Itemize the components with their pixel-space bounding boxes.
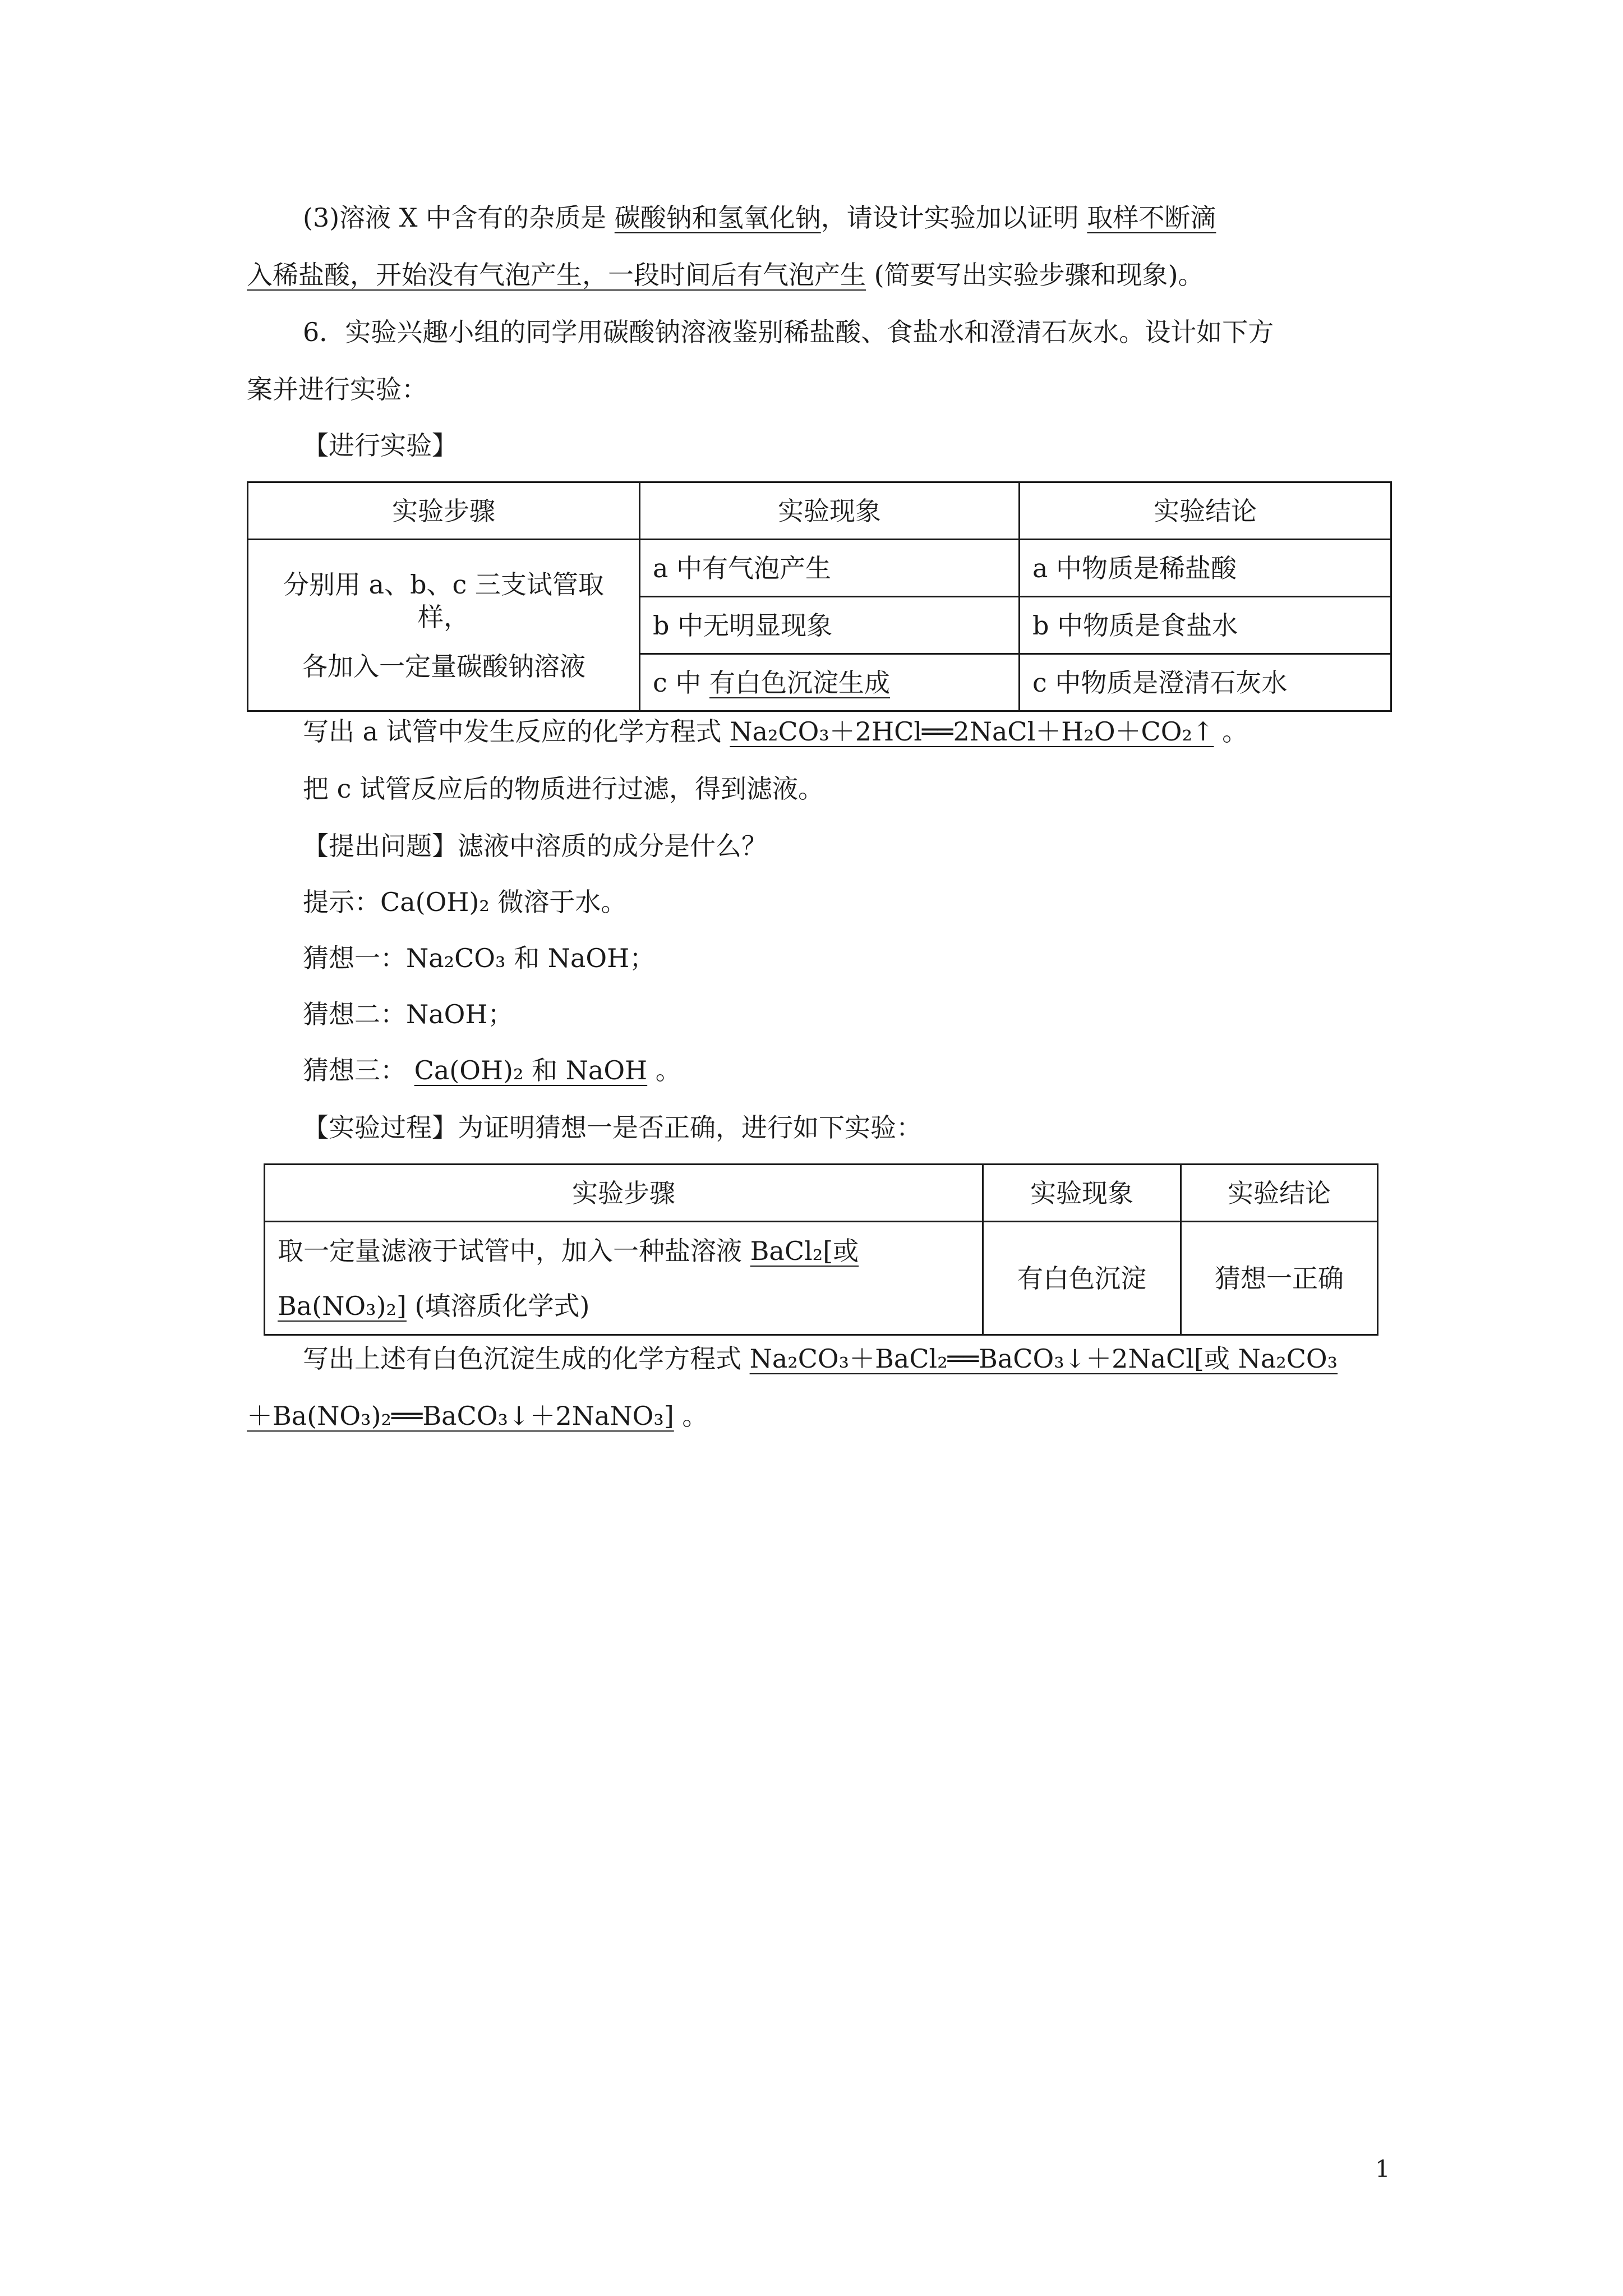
equation-b-suffix: 。 [682, 1401, 708, 1431]
guess-3-prefix: 猜想三： [303, 1055, 406, 1085]
table-row [248, 540, 1391, 597]
table-header-cell: 实验现象 [983, 1165, 1181, 1222]
step-suffix: (填溶质化学式) [414, 1290, 590, 1321]
step-line-2: 各加入一定量碳酸钠溶液 [302, 651, 585, 682]
q3-suffix: (简要写出实验步骤和现象)。 [874, 260, 1204, 290]
table-cell-conclusion: 猜想一正确 [1181, 1222, 1378, 1335]
table-cell-phenomenon [640, 654, 1020, 711]
q6-intro-line-1: 6．实验兴趣小组的同学用碳酸钠溶液鉴别稀盐酸、食盐水和澄清石灰水。设计如下方 [303, 317, 1274, 347]
equation-a-prefix: 写出 a 试管中发生反应的化学方程式 [303, 716, 722, 747]
equation-b-answer-part2: ＋Ba(NO₃)₂══BaCO₃↓＋2NaNO₃] [247, 1401, 674, 1431]
process-heading: 【实验过程】为证明猜想一是否正确，进行如下实验： [303, 1112, 922, 1143]
q3-line-2 [247, 258, 1391, 292]
equation-a-answer: Na₂CO₃＋2HCl══2NaCl＋H₂O＋CO₂↑ [730, 716, 1214, 747]
equation-a-line: 写出 a 试管中发生反应的化学方程式 Na₂CO₃＋2HCl══2NaCl＋H₂O＋CO₂↑ 。 [303, 716, 1248, 747]
q3-answer-method-part2: 入稀盐酸，开始没有气泡产生，一段时间后有气泡产生 [247, 260, 866, 290]
step-prefix: 取一定量滤液于试管中，加入一种盐溶液 [278, 1235, 742, 1266]
table-header-row [265, 1165, 1378, 1222]
equation-b-line-1 [303, 1342, 1391, 1375]
q6-intro-line-2: 案并进行实验： [247, 374, 427, 404]
table-cell-phenomenon: b 中无明显现象 [640, 597, 1020, 654]
guess-3-suffix: 。 [655, 1055, 681, 1085]
guess-3-line [303, 1053, 1391, 1087]
table-header-cell: 实验步骤 [248, 482, 640, 540]
q3-line-1 [303, 201, 1391, 234]
q3-answer-method-part1: 取样不断滴 [1087, 203, 1216, 233]
step-answer-part2: Ba(NO₃)₂] [278, 1290, 407, 1321]
q3-answer-impurity: 碳酸钠和氢氧化钠 [614, 203, 821, 233]
guess-2: 猜想二：NaOH； [303, 999, 514, 1029]
table-header-cell: 实验结论 [1020, 482, 1391, 540]
guess-3-answer: Ca(OH)₂ 和 NaOH [414, 1055, 648, 1085]
step-line-1: 分别用 a、b、c 三支试管取样， [283, 569, 604, 632]
table-row [265, 1222, 1378, 1335]
q3-middle: ，请设计实验加以证明 [820, 203, 1079, 233]
table-cell-conclusion: a 中物质是稀盐酸 [1020, 540, 1391, 597]
table-header-cell: 实验步骤 [265, 1165, 983, 1222]
hint-text: 提示：Ca(OH)₂ 微溶于水。 [303, 887, 627, 917]
table-cell-phenomenon: 有白色沉淀 [983, 1222, 1181, 1335]
table-header-cell: 实验现象 [640, 482, 1020, 540]
question-heading: 【提出问题】滤液中溶质的成分是什么？ [303, 831, 767, 861]
table-header-cell: 实验结论 [1181, 1165, 1378, 1222]
section-heading-experiment: 【进行实验】 [303, 430, 458, 461]
filter-text: 把 c 试管反应后的物质进行过滤，得到滤液。 [303, 774, 824, 804]
c-answer: 有白色沉淀生成 [709, 667, 891, 698]
table-cell-step [248, 540, 640, 711]
equation-b-prefix: 写出上述有白色沉淀生成的化学方程式 [303, 1343, 741, 1374]
step-answer-part1: BaCl₂[或 [750, 1235, 859, 1266]
table-cell-step [265, 1222, 983, 1335]
equation-b-line-2 [247, 1399, 1391, 1433]
table-cell-phenomenon: a 中有气泡产生 [640, 540, 1020, 597]
table-cell-conclusion: b 中物质是食盐水 [1020, 597, 1391, 654]
q3-prefix: (3)溶液 X 中含有的杂质是 [303, 203, 607, 233]
c-prefix: c 中 [653, 667, 702, 698]
table-cell-conclusion: c 中物质是澄清石灰水 [1020, 654, 1391, 711]
table-header-row [248, 482, 1391, 540]
page-number: 1 [1375, 2155, 1390, 2183]
experiment-table-2 [264, 1163, 1378, 1336]
guess-1: 猜想一：Na₂CO₃ 和 NaOH； [303, 943, 656, 973]
experiment-table-1 [247, 481, 1392, 712]
equation-b-answer-part1: Na₂CO₃＋BaCl₂══BaCO₃↓＋2NaCl[或 Na₂CO₃ [749, 1343, 1338, 1374]
